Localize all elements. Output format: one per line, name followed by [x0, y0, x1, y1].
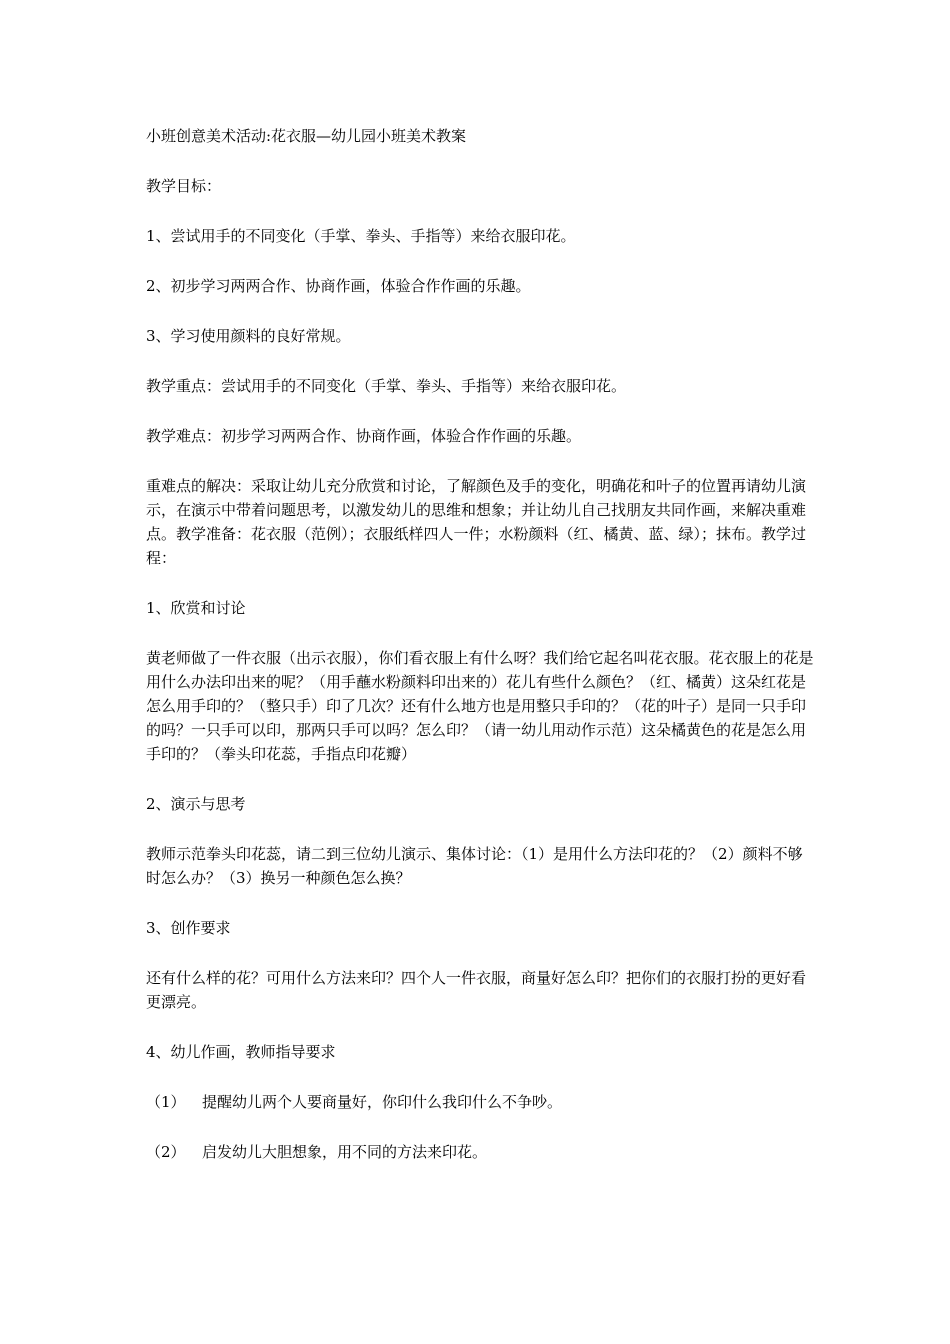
requirement-number: （2）: [146, 1143, 186, 1161]
difficulty: 教学难点：初步学习两两合作、协商作画，体验合作作画的乐趣。: [146, 427, 582, 445]
document-page: [146, 124, 814, 1190]
step3-heading: 3、创作要求: [146, 919, 231, 937]
document-title: 小班创意美术活动:花衣服—幼儿园小班美术教案: [146, 127, 467, 145]
requirement-text: 提醒幼儿两个人要商量好，你印什么我印什么不争吵。: [202, 1093, 563, 1111]
step2-paragraph: 教师示范拳头印花蕊，请二到三位幼儿演示、集体讨论：（1）是用什么方法印花的？（2）颜料不够时怎么办？（3）换另一种颜色怎么换？: [146, 845, 803, 887]
requirement-number: （1）: [146, 1093, 186, 1111]
objectives-heading: 教学目标：: [146, 177, 222, 195]
requirement-item: [146, 1140, 814, 1164]
requirement-item: [146, 1090, 814, 1114]
step4-heading: 4、幼儿作画，教师指导要求: [146, 1043, 336, 1061]
key-point: 教学重点：尝试用手的不同变化（手掌、拳头、手指等）来给衣服印花。: [146, 377, 627, 395]
objective-item: 1、尝试用手的不同变化（手掌、拳头、手指等）来给衣服印花。: [146, 227, 576, 245]
step2-heading: 2、演示与思考: [146, 795, 246, 813]
objective-item: 2、初步学习两两合作、协商作画，体验合作作画的乐趣。: [146, 277, 531, 295]
step1-paragraph: 黄老师做了一件衣服（出示衣服），你们看衣服上有什么呀？我们给它起名叫花衣服。花衣服上的花是用什么办法印出来的呢？（用手蘸水粉颜料印出来的）花儿有些什么颜色？（红、橘黄）这朵红花是怎么用手印的？（整只手）印了几次？还有什么地方也是用整只手印的？（花的叶子）是同一只手印的吗？一只手可以印，那两只手可以吗？怎么印？（请一幼儿用动作示范）这朵橘黄色的花是怎么用手印的？（拳头印花蕊，手指点印花瓣）: [146, 649, 814, 763]
requirement-text: 启发幼儿大胆想象，用不同的方法来印花。: [202, 1143, 488, 1161]
solution-paragraph: 重难点的解决：采取让幼儿充分欣赏和讨论，了解颜色及手的变化，明确花和叶子的位置再请幼儿演示，在演示中带着问题思考，以激发幼儿的思维和想象；并让幼儿自己找朋友共同作画，来解决重难点。教学准备：花衣服（范例）；衣服纸样四人一件；水粉颜料（红、橘黄、蓝、绿）；抹布。教学过程：: [146, 477, 807, 567]
step1-heading: 1、欣赏和讨论: [146, 599, 246, 617]
step3-paragraph: 还有什么样的花？可用什么方法来印？四个人一件衣服，商量好怎么印？把你们的衣服打扮的更好看更漂亮。: [146, 969, 807, 1011]
objective-item: 3、学习使用颜料的良好常规。: [146, 327, 351, 345]
